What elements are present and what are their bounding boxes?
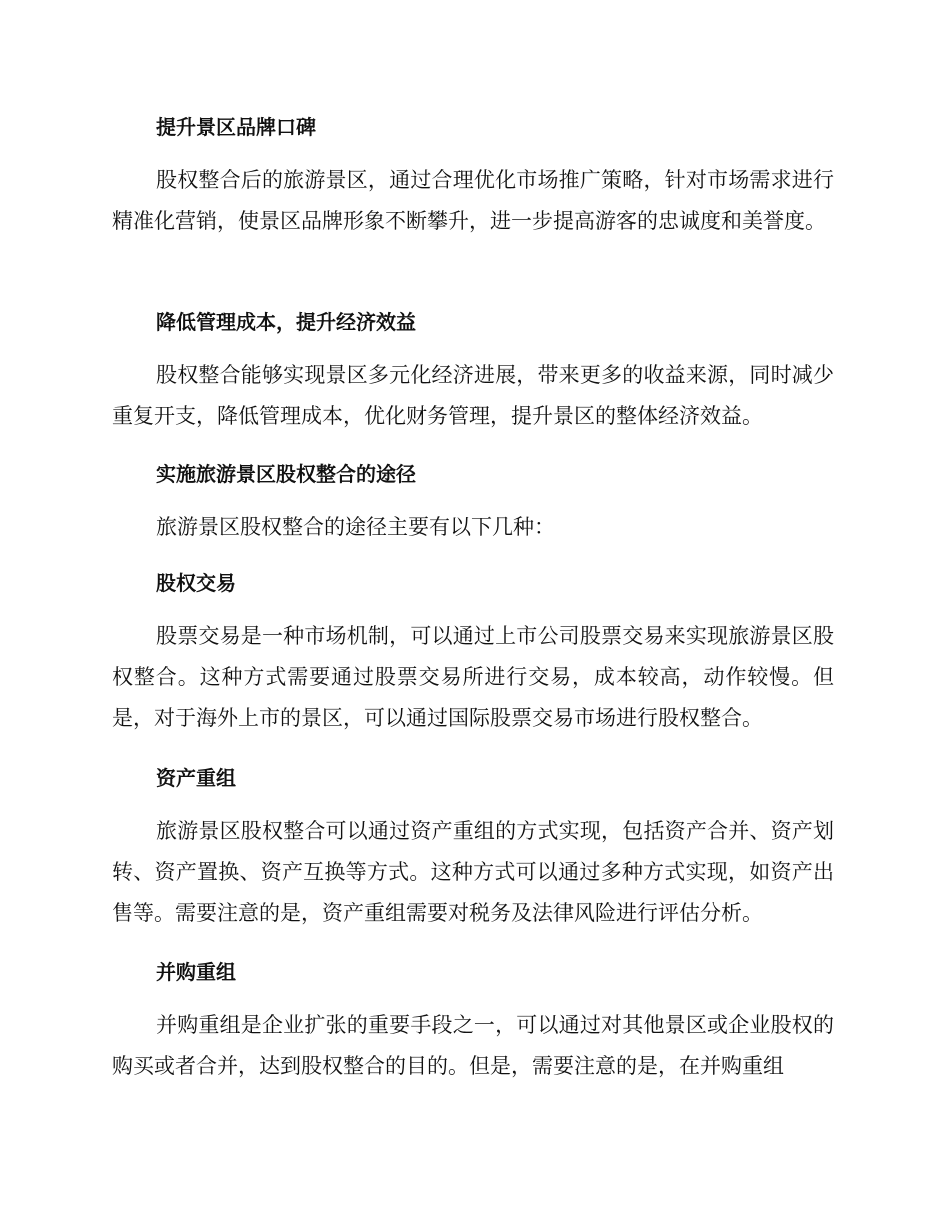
section-heading: 提升景区品牌口碑 [156,115,316,139]
section-paragraph: 股权整合后的旅游景区，通过合理优化市场推广策略，针对市场需求进行精准化营销，使景区品牌形象不断攀升，进一步提高游客的忠诚度和美誉度。 [112,168,834,233]
section-heading: 降低管理成本，提升经济效益 [156,310,416,334]
section-paragraph: 股权整合能够实现景区多元化经济进展，带来更多的收益来源，同时减少重复开支，降低管理成本，优化财务管理，提升景区的整体经济效益。 [112,363,834,428]
section-paragraph: 旅游景区股权整合可以通过资产重组的方式实现，包括资产合并、资产划转、资产置换、资产互换等方式。这种方式可以通过多种方式实现，如资产出售等。需要注意的是，资产重组需要对税务及法律风险进行评估分析。 [112,819,834,925]
section-heading: 并购重组 [156,960,236,984]
section-heading: 资产重组 [156,766,236,790]
section-paragraph: 旅游景区股权整合的途径主要有以下几种： [156,515,555,539]
section-heading: 实施旅游景区股权整合的途径 [156,462,416,486]
section-heading: 股权交易 [156,571,236,595]
section-paragraph: 股票交易是一种市场机制，可以通过上市公司股票交易来实现旅游景区股权整合。这种方式需要通过股票交易所进行交易，成本较高，动作较慢。但是，对于海外上市的景区，可以通过国际股票交易市场进行股权整合。 [112,624,834,730]
section-paragraph: 并购重组是企业扩张的重要手段之一，可以通过对其他景区或企业股权的购买或者合并，达到股权整合的目的。但是，需要注意的是，在并购重组 [112,1013,834,1078]
